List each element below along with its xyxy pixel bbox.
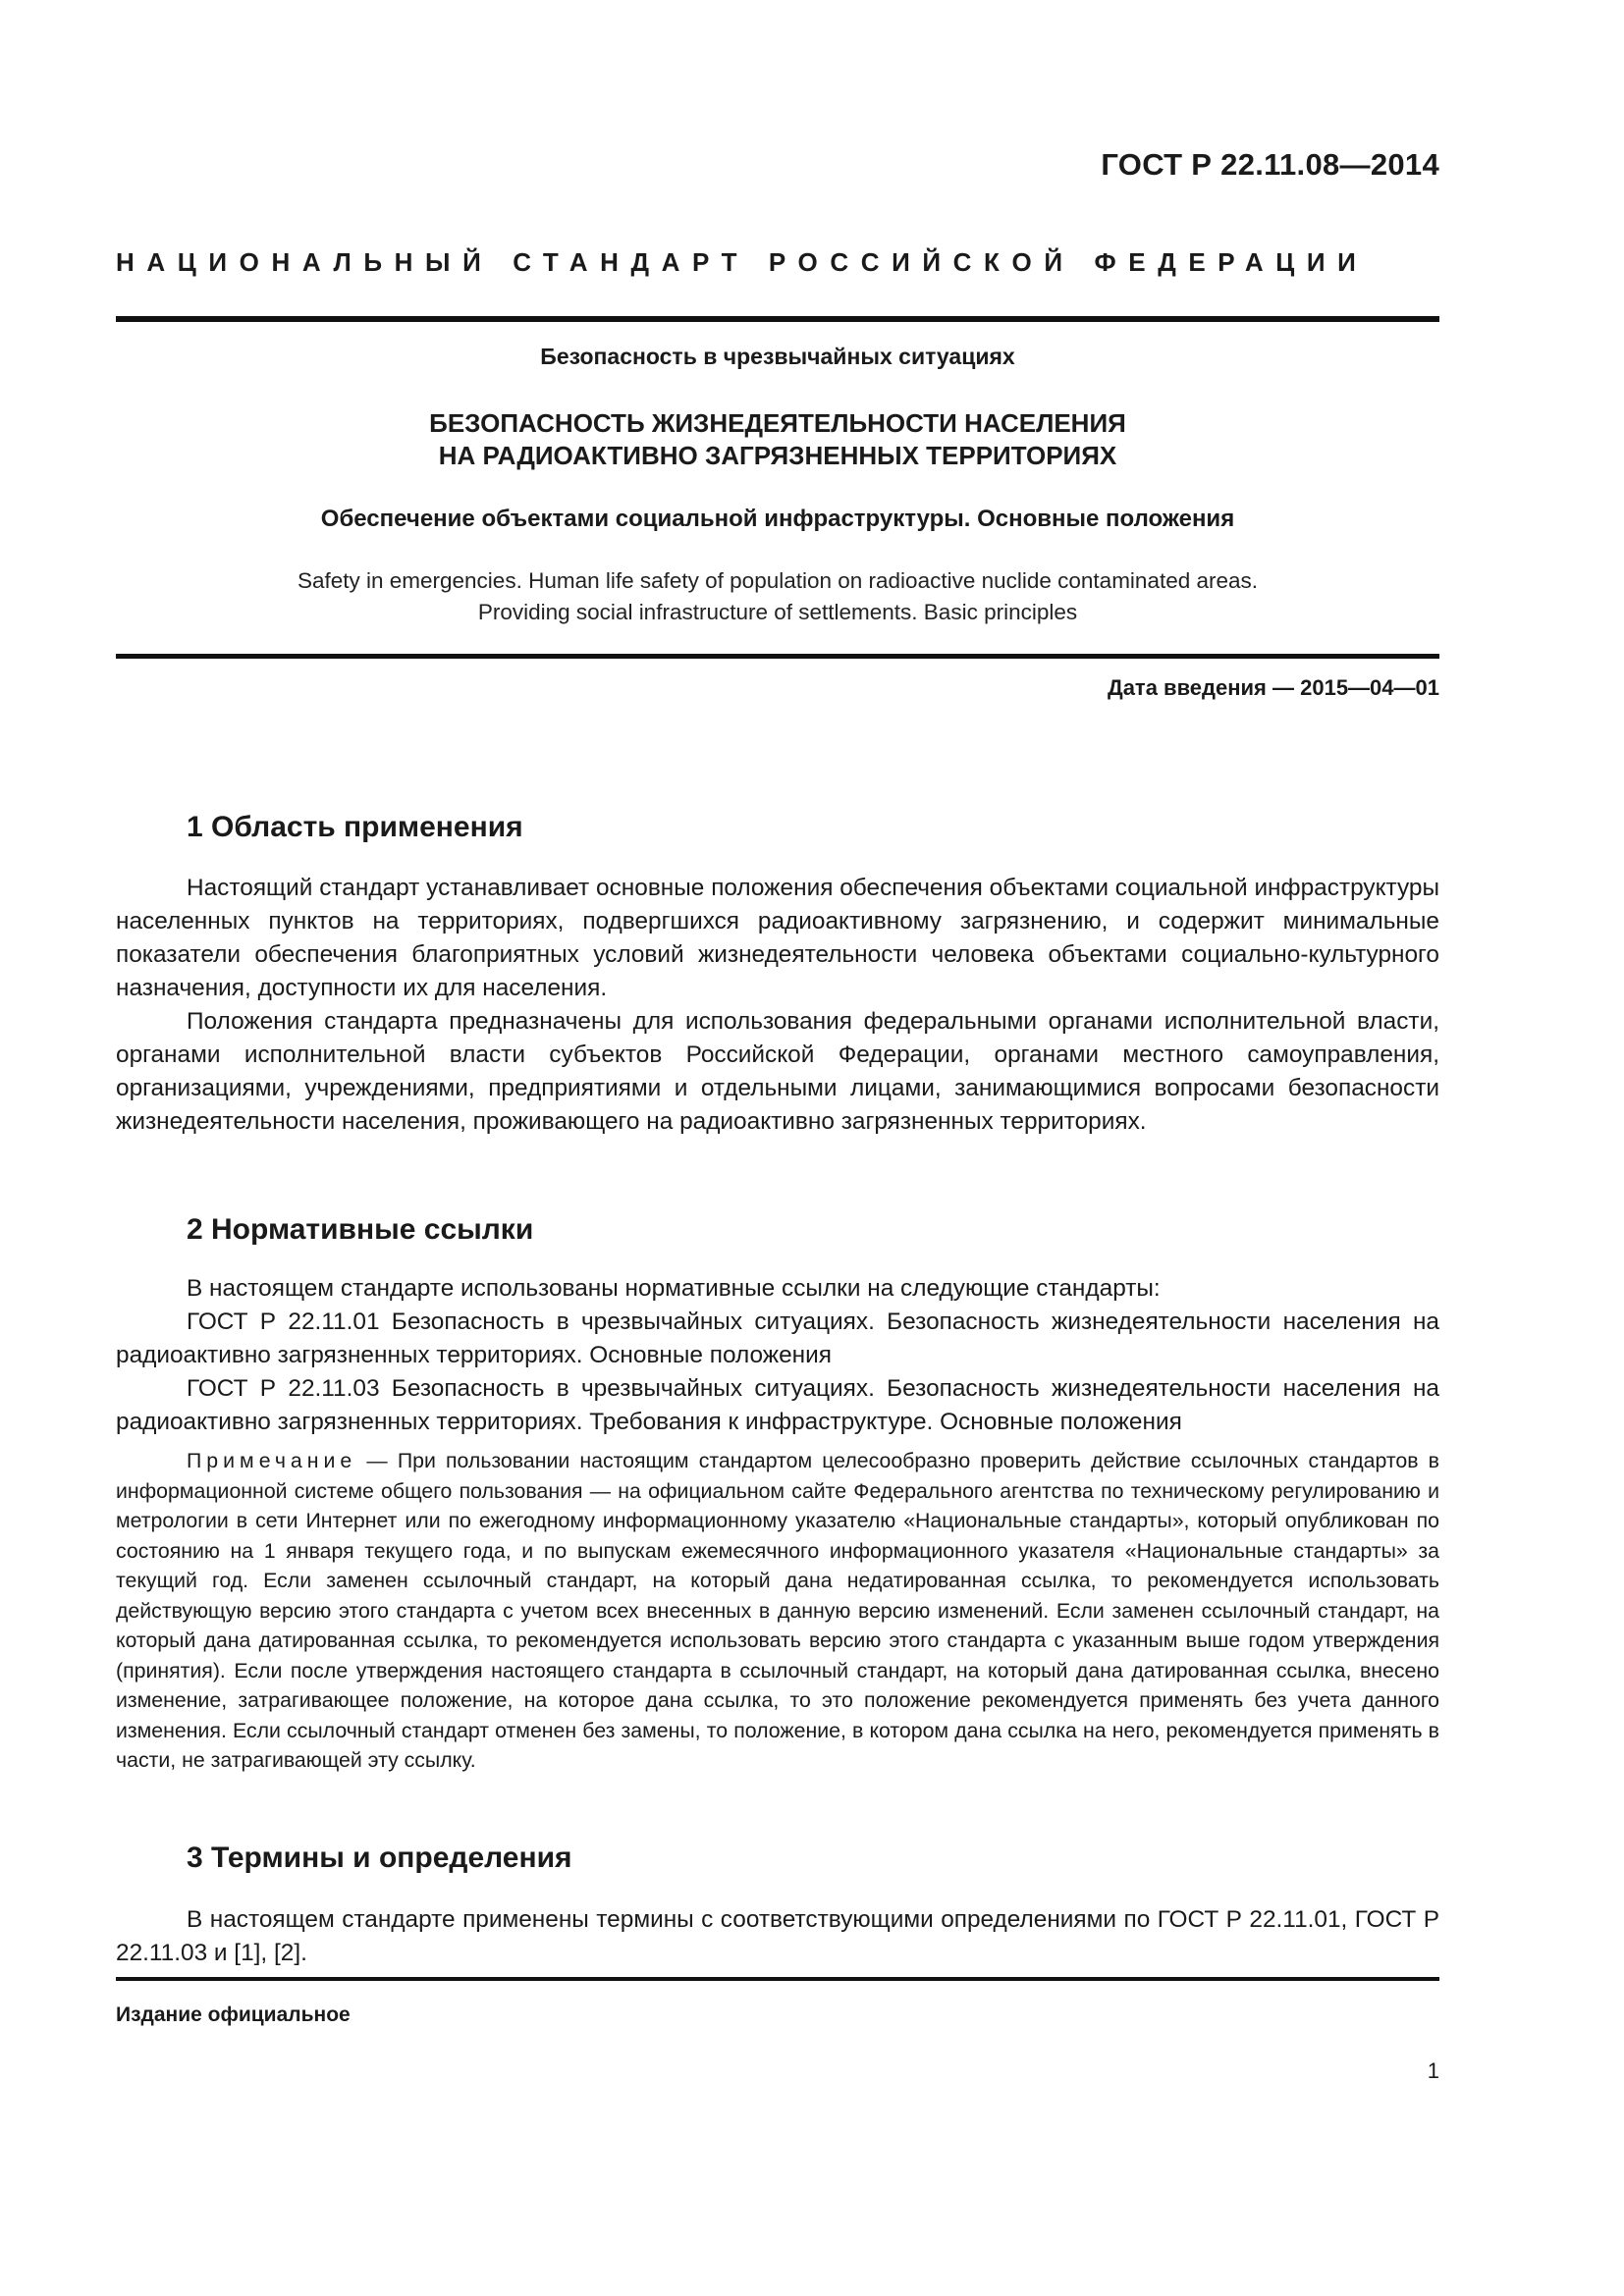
series-title: Безопасность в чрезвычайных ситуациях: [540, 344, 1015, 369]
section-3-paragraph-1: В настоящем стандарте применены термины с соответствующими определениями по ГОСТ Р 22.11.01, ГОСТ Р 22.11.03 и [1], [2].: [116, 1906, 1439, 1966]
section-2-heading: 2 Нормативные ссылки: [187, 1213, 534, 1246]
section-1-heading: 1 Область применения: [187, 811, 523, 843]
note-text: — При пользовании настоящим стандартом целесообразно проверить действие ссылочных стандартов в информационной системе общего пользования — на официальном сайте Федерального агентства по техническому регулированию и метрологии в сети Интернет или по ежегодному информационному указателю «Национальные стандарты», который опубликован по состоянию на 1 января текущего года, и по выпускам ежемесячного информационного указателя «Национальные стандарты» за текущий год. Если заменен ссылочный стандарт, на который дана недатированная ссылка, то рекомендуется использовать действующую версию этого стандарта с учетом всех внесенных в данную версию изменений. Если заменен ссылочный стандарт, на который дана датированная ссылка, то рекомендуется использовать версию этого стандарта с указанным выше годом утверждения (принятия). Если после утверждения настоящего стандарта в ссылочный стандарт, на который дана датированная ссылка, внесено изменение, затрагивающее положение, на которое дана ссылка, то это положение рекомендуется применять без учета данного изменения. Если ссылочный стандарт отменен без замены, то положение, в котором дана ссылка на него, рекомендуется применять в части, не затрагивающей эту ссылку.: [116, 1449, 1439, 1772]
document-number: ГОСТ Р 22.11.08—2014: [1101, 147, 1439, 182]
title-bottom-rule: [116, 654, 1439, 659]
section-2-paragraph-2: ГОСТ Р 22.11.01 Безопасность в чрезвычайных ситуациях. Безопасность жизнедеятельности населения на радиоактивно загрязненных территориях. Основные положения: [116, 1308, 1439, 1368]
main-title-line1: БЕЗОПАСНОСТЬ ЖИЗНЕДЕЯТЕЛЬНОСТИ НАСЕЛЕНИЯ: [429, 408, 1126, 438]
section-1-paragraph-1: Настоящий стандарт устанавливает основные положения обеспечения объектами социальной инфраструктуры населенных пунктов на территориях, подвергшихся радиоактивному загрязнению, и содержит минимальные показатели обеспечения благоприятных условий жизнедеятельности человека объектами социально-культурного назначения, доступности их для населения.: [116, 875, 1439, 1001]
section-2-paragraph-3: ГОСТ Р 22.11.03 Безопасность в чрезвычайных ситуациях. Безопасность жизнедеятельности населения на радиоактивно загрязненных территориях. Требования к инфраструктуре. Основные положения: [116, 1375, 1439, 1435]
english-title: [116, 565, 1439, 628]
english-title-line1: Safety in emergencies. Human life safety of population on radioactive nuclide contaminated areas.: [297, 568, 1259, 593]
introduction-date: Дата введения — 2015—04—01: [1108, 675, 1439, 700]
section-2-note: [116, 1446, 1439, 1776]
english-title-line2: Providing social infrastructure of settlements. Basic principles: [477, 600, 1078, 624]
main-title-line2: НА РАДИОАКТИВНО ЗАГРЯЗНЕННЫХ ТЕРРИТОРИЯХ: [438, 441, 1117, 470]
note-label: Примечание: [187, 1449, 357, 1472]
subtitle: Обеспечение объектами социальной инфраструктуры. Основные положения: [320, 506, 1235, 532]
national-standard-header: НАЦИОНАЛЬНЫЙ СТАНДАРТ РОССИЙСКОЙ ФЕДЕРАЦИИ: [116, 247, 1369, 277]
footer-rule: [116, 1977, 1439, 1981]
section-1-paragraph-2: Положения стандарта предназначены для использования федеральными органами исполнительной власти, органами исполнительной власти субъектов Российской Федерации, органами местного самоуправления, организациями, учреждениями, предприятиями и отдельными лицами, занимающимися вопросами безопасности жизнедеятельности населения, проживающего на радиоактивно загрязненных территориях.: [116, 1008, 1439, 1135]
section-2-paragraph-1: В настоящем стандарте использованы нормативные ссылки на следующие стандарты:: [187, 1275, 1161, 1302]
main-title: [116, 407, 1439, 472]
page-number: 1: [1427, 2058, 1439, 2083]
section-3-heading: 3 Термины и определения: [187, 1842, 572, 1874]
top-rule: [116, 316, 1439, 322]
official-edition-label: Издание официальное: [116, 2003, 351, 2026]
